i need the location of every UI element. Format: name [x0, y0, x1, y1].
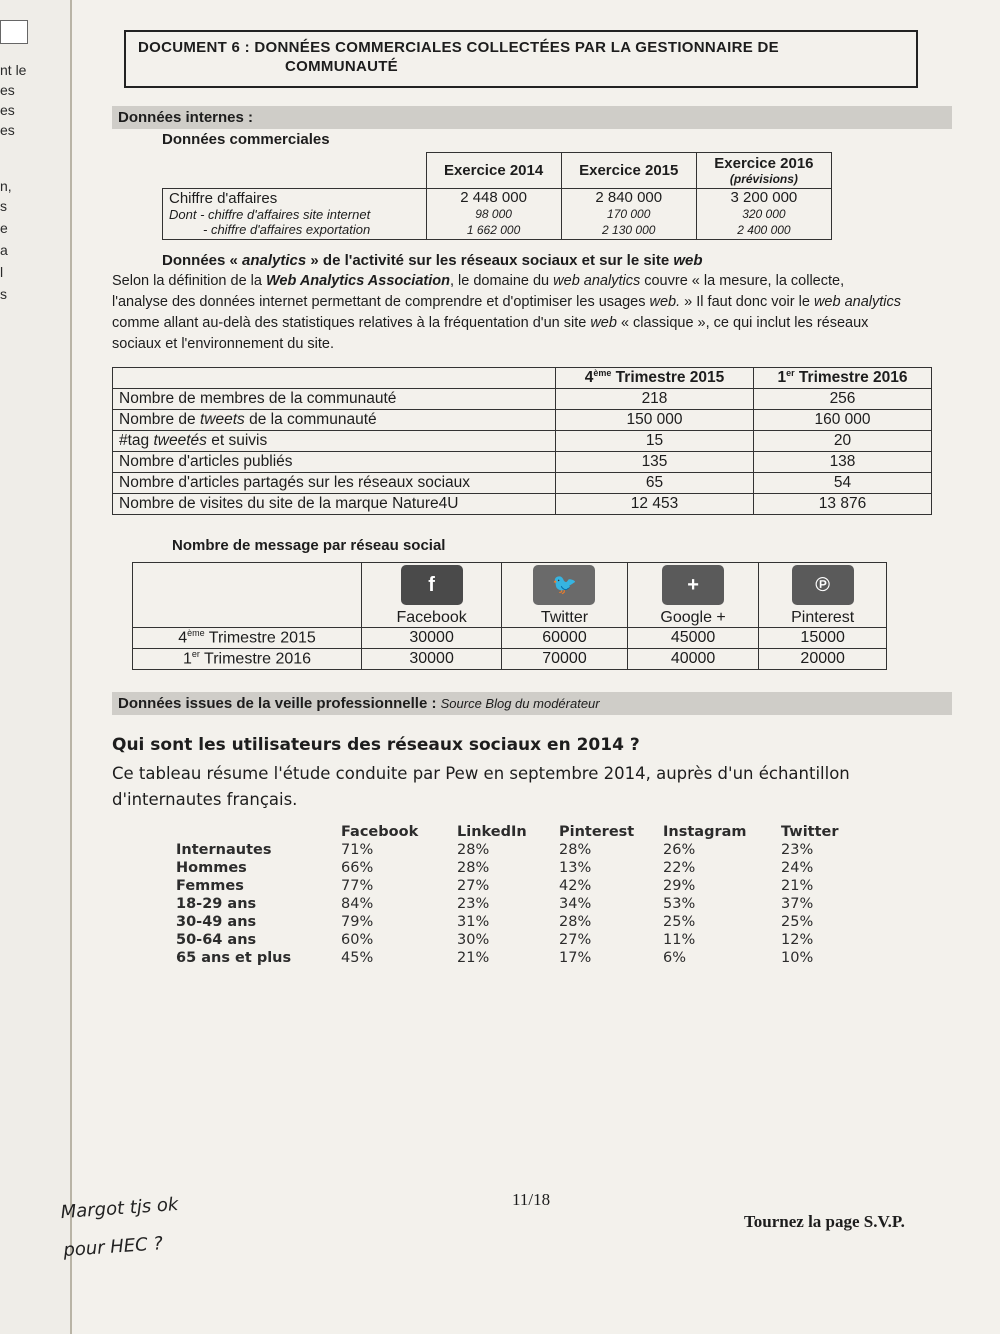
value-cell: 2 840 000 170 000 2 130 000 [561, 189, 696, 240]
column-header: 4ème Trimestre 2015 [556, 368, 754, 389]
table-header-row [133, 563, 887, 628]
document-header [124, 30, 918, 88]
table-header-row [176, 823, 861, 841]
column-header: Pinterest [559, 824, 635, 840]
analytics-table [112, 367, 932, 515]
column-header: Exercice 2015 [561, 153, 696, 189]
section-title: Données internes : [118, 109, 254, 126]
analytics-paragraph: Selon la définition de la Web Analytics Association, le domaine du web analytics couvre « la mesure, la collecte, l'analyse des données internet permettant de comprendre et d'optimiser les usages web. » Il faut donc voir le web analytics comme allant au-delà des statistiques relatives à la fréquentation d'un site web « classique », ce qui inclut les réseaux sociaux et l'environnement du site. [112, 273, 901, 352]
column-header: Twitter [781, 824, 839, 840]
page-number: 11/18 [512, 1190, 551, 1209]
pinterest-icon: ℗ [792, 565, 854, 605]
table-row: 65 ans et plus 45% 21% 17% 6% 10% [176, 950, 814, 966]
messages-table [132, 562, 887, 670]
source-note: Source Blog du modérateur [440, 696, 600, 711]
value-cell: 2 448 000 98 000 1 662 000 [426, 189, 561, 240]
header-line-2: COMMUNAUTÉ [285, 58, 398, 75]
column-header: Exercice 2016 (prévisions) [696, 153, 831, 189]
table-row: Internautes 71% 28% 28% 26% 23% [176, 842, 814, 858]
commercial-data-title: Données commerciales [162, 131, 330, 148]
adjacent-text-fragment: es [0, 102, 15, 118]
network-header-pinterest: ℗ Pinterest [759, 563, 887, 628]
page-content [112, 30, 952, 967]
analytics-title: Données « analytics » de l'activité sur les réseaux sociaux et sur le site web [162, 252, 703, 269]
column-header: Exercice 2014 [426, 153, 561, 189]
commercial-data-table [162, 152, 832, 240]
table-row: Nombre de tweets de la communauté 150 000 160 000 [113, 410, 932, 431]
table-row: Nombre de membres de la communauté 218 256 [113, 389, 932, 410]
google-plus-icon: + [662, 565, 724, 605]
adjacent-text-fragment: n, [0, 178, 12, 194]
export-revenue-label: - chiffre d'affaires exportation [203, 222, 371, 237]
column-header: Facebook [341, 824, 419, 840]
table-header-row [163, 153, 832, 189]
table-row: Femmes 77% 27% 42% 29% 21% [176, 878, 814, 894]
table-row: Nombre d'articles partagés sur les réseaux sociaux 65 54 [113, 473, 932, 494]
adjacent-page-box [0, 20, 28, 44]
facebook-icon: f [401, 565, 463, 605]
survey-description: Ce tableau résume l'étude conduite par Pew en septembre 2014, auprès d'un échantillon d'internautes français. [112, 764, 850, 809]
table-row: #tag tweetés et suivis 15 20 [113, 431, 932, 452]
adjacent-text-fragment: l [0, 264, 4, 280]
messages-title: Nombre de message par réseau social [172, 537, 446, 554]
adjacent-page-strip [0, 0, 72, 1334]
adjacent-text-fragment: s [0, 198, 7, 214]
adjacent-text-fragment: nt le [0, 62, 27, 78]
row-label-cell [163, 189, 427, 240]
section-internal-data [112, 106, 952, 129]
network-header-twitter: 🐦 Twitter [502, 563, 628, 628]
table-row: 18-29 ans 84% 23% 34% 53% 37% [176, 896, 814, 912]
document-page [60, 0, 1000, 1334]
adjacent-text-fragment: e [0, 220, 8, 236]
twitter-icon: 🐦 [533, 565, 595, 605]
adjacent-text-fragment: es [0, 122, 15, 138]
table-row: Hommes 66% 28% 13% 22% 24% [176, 860, 814, 876]
revenue-label: Chiffre d'affaires [169, 190, 278, 207]
section-veille: Données issues de la veille professionnelle : Source Blog du modérateur [112, 692, 952, 715]
column-header: 1er Trimestre 2016 [754, 368, 932, 389]
network-header-googleplus: + Google + [627, 563, 759, 628]
table-row: Nombre de visites du site de la marque Nature4U 12 453 13 876 [113, 494, 932, 515]
pew-survey-table [176, 823, 861, 967]
table-row: 1er Trimestre 2016 30000 70000 40000 20000 [133, 649, 887, 670]
table-row: 4ème Trimestre 2015 30000 60000 45000 15000 [133, 628, 887, 649]
header-line-1: DOCUMENT 6 : DONNÉES COMMERCIALES COLLECTÉES PAR LA GESTIONNAIRE DE [138, 39, 779, 56]
table-row: Nombre d'articles publiés 135 138 [113, 452, 932, 473]
table-row: 50-64 ans 60% 30% 27% 11% 12% [176, 932, 814, 948]
turn-page-note: Tournez la page S.V.P. [744, 1212, 905, 1231]
table-row: 30-49 ans 79% 31% 28% 25% 25% [176, 914, 814, 930]
survey-question: Qui sont les utilisateurs des réseaux sociaux en 2014 ? [112, 735, 640, 755]
value-cell: 3 200 000 320 000 2 400 000 [696, 189, 831, 240]
handwritten-note: Margot tjs ok pour HEC ? [60, 1193, 180, 1262]
table-row [163, 189, 832, 240]
column-header: Instagram [663, 824, 747, 840]
adjacent-text-fragment: es [0, 82, 15, 98]
column-header: LinkedIn [457, 824, 527, 840]
adjacent-text-fragment: a [0, 242, 8, 258]
web-revenue-label: Dont - chiffre d'affaires site internet [169, 207, 371, 222]
forecast-note: (prévisions) [729, 172, 798, 186]
network-header-facebook: f Facebook [362, 563, 502, 628]
adjacent-text-fragment: s [0, 286, 7, 302]
table-header-row [113, 368, 932, 389]
